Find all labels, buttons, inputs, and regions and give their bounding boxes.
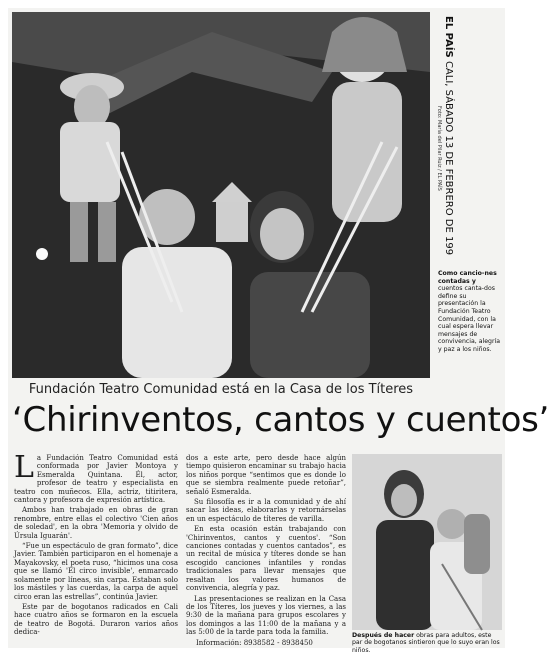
main-photo: [12, 12, 430, 378]
small-caption-bold: Después de hacer: [352, 632, 415, 639]
paragraph: Las presentaciones se realizan en la Casa de los Títeres, los jueves y los viernes, a las 9:30 de la mañana para grupos escolares y los domingos a las 11:00 de la mañana y a las 5:00 de la tarde para toda la familia.: [186, 594, 346, 637]
secondary-photo: [352, 454, 502, 630]
paragraph: a Fundación Teatro Comunidad está conformada por Javier Montoya y Esmeralda Quintana. Él, actor, profesor de teatro y especialista en teatro con muñecos. Ella, actriz, titiritera, cantora y profesora de expresión artística.: [14, 454, 178, 505]
article-kicker: Fundación Teatro Comunidad está en la Casa de los Títeres: [28, 382, 414, 397]
article-headline: ‘Chirinventos, cantos y cuentos’: [12, 400, 549, 440]
paragraph: Este par de bogotanos radicados en Cali hace cuatro años se formaron en la escuela de teatro de Bogotá. Duraron varios años dedica-: [14, 602, 178, 637]
puppeteers-photo: [12, 12, 430, 378]
paper-name: EL PAÍS: [443, 16, 454, 58]
paragraph: dos a este arte, pero desde hace algún tiempo quisieron encaminar su trabajo hacia los niños porque “sentimos que es donde lo que se siembra realmente puede retoñar”, señaló Esmeralda.: [186, 454, 346, 496]
small-caption-text: obras para adultos, este par de bogotanos sintieron que lo suyo eran los niños.: [352, 632, 500, 654]
paragraph: Su filosofía es ir a la comunidad y de ahí sacar las ideas, elaborarlas y retornárselas en un espectáculo de títeres de varilla.: [186, 498, 346, 523]
paragraph: “Fue un espectáculo de gran formato”, dice Javier. También participaron en el homenaje a Mayakovsky, el poeta ruso, “hicimos una cosa que se llamó 'El circo invisible', enmarcado solamente por líneas, sin carpa. Estaban solo los mástiles y las cuerdas, la carpa de aquel circo eran las estrellas”, continúa Javier.: [14, 542, 178, 601]
newspaper-clipping: [8, 8, 549, 654]
date-text: CALI, SÁBADO 13 DE FEBRERO DE 199: [443, 60, 454, 256]
article-column-2: [186, 454, 346, 646]
paragraph: En esta ocasión están trabajando con 'Chirinventos, cantos y cuentos'. “Son canciones contadas y cuentos cantados”, es un recital de música y títeres donde se han escogido canciones infantiles y rondas tradicionales para llevar mensajes que resaltan los valores humanos de convivencia, alegría y paz.: [186, 525, 346, 593]
dateline: [443, 16, 454, 255]
article-column-1: [14, 450, 178, 646]
info-line: Información: 8938582 - 8938450: [196, 638, 313, 647]
couple-with-puppet-photo: [352, 454, 502, 630]
masthead-strip: [434, 14, 456, 294]
drop-cap: L: [14, 450, 34, 485]
main-caption-text: cuentos canta-dos define su presentación la Fundación Teatro Comunidad, con la cual espera llevar mensajes de convivencia, alegría y paz a los niños.: [438, 285, 501, 353]
photo-credit: Foto: María del Pilar Ruiz / EL PAÍS: [436, 106, 442, 191]
secondary-photo-caption: [352, 632, 502, 654]
main-caption-bold: Como cancio-nes contadas y: [438, 270, 497, 285]
main-photo-caption: [438, 270, 502, 354]
paragraph: Ambos han trabajado en obras de gran renombre, entre ellas el colectivo 'Cien años de soledad', en la obra 'Memoria y olvido de Úrsula Iguarán'.: [14, 506, 178, 540]
